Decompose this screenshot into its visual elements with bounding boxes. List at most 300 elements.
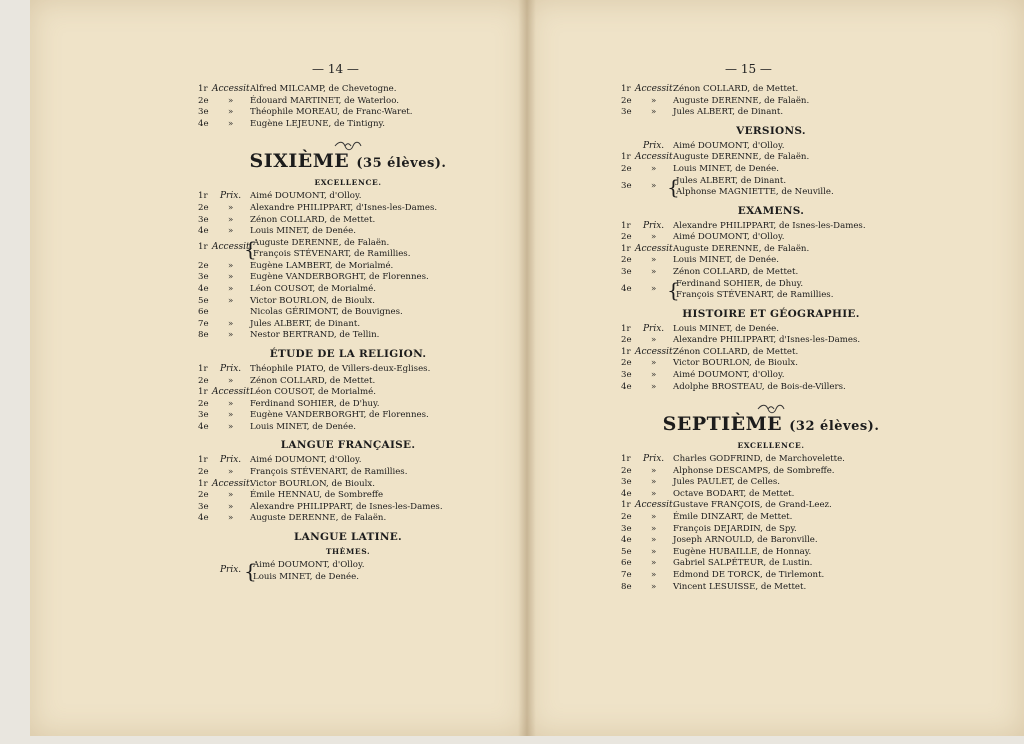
student-place: , de Florennes. xyxy=(363,272,429,283)
class-title: SIXIÈME xyxy=(249,150,350,173)
list-item xyxy=(198,107,498,119)
rank: 4e xyxy=(198,421,209,432)
student-place: , de Mettet. xyxy=(747,266,799,277)
rank: 7e xyxy=(621,570,632,581)
list-item xyxy=(621,558,921,570)
page-number: — 14 — xyxy=(312,62,359,76)
student-place: , d'Olloy. xyxy=(746,232,785,243)
student-name: Joseph ARNOULD xyxy=(673,535,752,546)
accessit-list xyxy=(621,84,921,119)
section-heading: HISTOIRE ET GÉOGRAPHIE. xyxy=(682,307,860,320)
rank: 4e xyxy=(198,118,209,129)
list-item xyxy=(621,570,921,582)
list-item xyxy=(198,399,498,411)
list-item xyxy=(621,141,921,153)
student-name: Aimé DOUMONT xyxy=(673,369,747,380)
list-item xyxy=(621,500,921,512)
student-name: Eugène HUBAILLE xyxy=(673,546,758,557)
student-name: Jules PAULET xyxy=(673,477,732,488)
student-place: , de Ramillies. xyxy=(348,249,411,260)
rank: 3e xyxy=(621,369,632,380)
student-place: , d'Olloy. xyxy=(326,560,365,571)
rank: 1r xyxy=(621,220,631,231)
rank: 3e xyxy=(198,107,209,118)
list-item xyxy=(198,96,498,108)
prize-label: Accessit. xyxy=(212,84,253,94)
prize-label: » xyxy=(228,410,234,421)
prize-label: » xyxy=(651,358,657,369)
prize-label: » xyxy=(228,202,234,213)
student-place: , de Neuville. xyxy=(775,187,834,198)
student-place: , de Falaën. xyxy=(338,237,390,248)
rank: 2e xyxy=(621,512,632,523)
student-name: Jules ALBERT xyxy=(673,107,733,118)
prize-label: » xyxy=(651,570,657,581)
student-place: , de Celles. xyxy=(731,477,781,488)
rank: 4e xyxy=(198,283,209,294)
right-page xyxy=(527,0,1024,736)
student-place: , de Bioulx. xyxy=(749,358,798,369)
student-name: Édouard MARTINET xyxy=(250,95,339,106)
prize-label: » xyxy=(651,477,657,488)
student-place: , de Morialmé. xyxy=(329,260,394,271)
student-name: Auguste DERENNE xyxy=(250,513,336,524)
student-name: Louis MINET xyxy=(250,226,307,237)
rank: 3e xyxy=(621,477,632,488)
student-place: , de Dhuy. xyxy=(759,278,804,289)
student-place: , de Bioulx. xyxy=(326,478,375,489)
student-place: , de Denée. xyxy=(309,571,359,582)
student-place: , de Honnay. xyxy=(757,546,812,557)
student-name: Auguste DERENNE xyxy=(673,243,759,254)
prize-label: » xyxy=(228,375,234,386)
student-place: , de Denée. xyxy=(729,163,779,174)
student-place: , de Florennes. xyxy=(363,410,429,421)
student-name: Octave BODART xyxy=(673,488,744,499)
brace-icon: { xyxy=(667,277,680,302)
student-place: , de Tintigny. xyxy=(328,118,385,129)
student-name: Théophile MOREAU xyxy=(250,107,338,118)
list-item xyxy=(198,284,498,296)
student-name: Nestor BERTRAND xyxy=(250,330,334,341)
rank: 2e xyxy=(198,490,209,501)
student-name: Théophile PIATO xyxy=(250,363,324,374)
rank: 3e xyxy=(198,501,209,512)
student-place: , de Denée. xyxy=(306,226,356,237)
prize-label: Prix. xyxy=(220,455,242,466)
prize-label: Accessit. xyxy=(212,241,253,252)
rank: 2e xyxy=(621,358,632,369)
class-count: (32 élèves). xyxy=(789,419,880,435)
student-place: , de Marchovelette. xyxy=(760,454,845,465)
prize-label: » xyxy=(228,467,234,478)
rank: 1r xyxy=(621,500,631,511)
list-item xyxy=(198,261,498,273)
rank: 2e xyxy=(198,375,209,386)
list-item xyxy=(621,221,921,233)
student-name: Victor BOURLON xyxy=(250,295,327,306)
student-name: Jules ALBERT xyxy=(676,175,736,186)
rank: 1r xyxy=(621,323,631,334)
rank: 4e xyxy=(621,381,632,392)
rank: 3e xyxy=(198,272,209,283)
prize-label: Prix. xyxy=(643,323,665,334)
student-place: , de Spy. xyxy=(760,523,797,534)
student-name: Zénon COLLARD xyxy=(673,84,748,94)
rank: 1r xyxy=(198,84,208,94)
rank: 6e xyxy=(198,307,209,318)
student-name: Zénon COLLARD xyxy=(673,266,748,277)
prize-label: » xyxy=(651,107,657,118)
brace-icon: { xyxy=(667,174,680,199)
rank: 2e xyxy=(621,232,632,243)
student-place: , de D'huy. xyxy=(333,398,380,409)
rank: 1r xyxy=(198,478,208,489)
list-item xyxy=(198,307,498,319)
list-item xyxy=(198,376,498,388)
student-place: , d'Olloy. xyxy=(323,191,362,202)
list-item xyxy=(621,152,921,164)
prize-label: Accessit. xyxy=(635,500,676,511)
student-place: , de Grand-Leez. xyxy=(759,500,832,511)
rank: 4e xyxy=(198,513,209,524)
rank: 1r xyxy=(198,387,208,398)
excellence-list xyxy=(621,454,921,593)
student-place: , de Dinant. xyxy=(309,318,361,329)
student-name: Charles GODFRIND xyxy=(673,454,761,465)
student-place: , de Falaën. xyxy=(758,243,810,254)
prize-label: » xyxy=(228,501,234,512)
tied-entry xyxy=(621,279,921,302)
student-place: , de Mettet. xyxy=(324,214,376,225)
rank: 4e xyxy=(621,283,632,294)
rank: 4e xyxy=(198,226,209,237)
right-column xyxy=(621,84,921,593)
section-heading: VERSIONS. xyxy=(736,124,806,137)
prize-label: » xyxy=(651,546,657,557)
prize-label: » xyxy=(651,95,657,106)
rank: 2e xyxy=(198,467,209,478)
student-place: , d'Isnes-les-Dames. xyxy=(773,335,861,346)
student-name: Nicolas GÉRIMONT xyxy=(250,307,337,318)
student-place: , de Falaën. xyxy=(758,95,810,106)
prize-label: » xyxy=(228,95,234,106)
student-name: Auguste DERENNE xyxy=(253,237,339,248)
list-item xyxy=(621,232,921,244)
student-name: Eugène LAMBERT xyxy=(250,260,330,271)
student-name: Adolphe BROSTEAU xyxy=(673,381,762,392)
prize-label: » xyxy=(651,558,657,569)
francaise-list xyxy=(198,455,498,525)
rank: 3e xyxy=(621,266,632,277)
versions-list xyxy=(621,141,921,176)
prize-label: » xyxy=(651,512,657,523)
student-place: , de Denée. xyxy=(729,323,779,334)
list-item xyxy=(198,410,498,422)
student-name: Ferdinand SOHIER xyxy=(250,398,334,409)
prize-label: » xyxy=(228,490,234,501)
prize-label: » xyxy=(651,255,657,266)
student-place: , de Dinant. xyxy=(735,175,787,186)
student-place: , de Mettet. xyxy=(743,488,795,499)
student-place: , de Falaën. xyxy=(758,152,810,163)
list-item xyxy=(198,226,498,238)
prize-label: Accessit. xyxy=(635,152,676,163)
student-place: , de Denée. xyxy=(729,255,779,266)
rank: 7e xyxy=(198,318,209,329)
list-item xyxy=(198,502,498,514)
rank: 1r xyxy=(621,152,631,163)
list-item xyxy=(621,267,921,279)
class-title: SEPTIÈME xyxy=(662,413,783,436)
prize-label: » xyxy=(228,318,234,329)
prize-label: » xyxy=(651,581,657,592)
list-item xyxy=(621,335,921,347)
student-name: Alexandre PHILIPPART xyxy=(673,220,774,231)
prize-label: » xyxy=(651,180,657,191)
tied-entry xyxy=(621,176,921,199)
student-name: Auguste DERENNE xyxy=(673,95,759,106)
student-name: Ferdinand SOHIER xyxy=(676,278,760,289)
prize-label: Prix. xyxy=(643,220,665,231)
student-place: , de Chevetogne. xyxy=(323,84,397,94)
student-place: , de Tellin. xyxy=(333,330,380,341)
prize-label: Accessit. xyxy=(635,84,676,94)
student-name: Jules ALBERT xyxy=(250,318,310,329)
list-item xyxy=(198,490,498,502)
student-name: Eugène VANDERBORGHT xyxy=(250,272,364,283)
student-place: , d'Olloy. xyxy=(746,140,785,151)
list-item xyxy=(621,347,921,359)
student-name: Aimé DOUMONT xyxy=(253,560,327,571)
accessit-list xyxy=(198,84,498,130)
rank: 2e xyxy=(621,95,632,106)
student-place: , de Baronville. xyxy=(751,535,818,546)
excellence-list-b xyxy=(198,261,498,342)
prize-label: » xyxy=(651,232,657,243)
list-item xyxy=(198,467,498,479)
prize-label: » xyxy=(651,488,657,499)
prize-label: » xyxy=(651,381,657,392)
list-item xyxy=(198,319,498,331)
rank: 3e xyxy=(198,410,209,421)
student-place: , de Falaën. xyxy=(335,513,387,524)
list-item xyxy=(198,272,498,284)
prize-label: » xyxy=(228,421,234,432)
list-item xyxy=(198,215,498,227)
list-item xyxy=(621,535,921,547)
list-item xyxy=(621,466,921,478)
student-place: , de Lustin. xyxy=(763,558,813,569)
list-item xyxy=(198,422,498,434)
student-name: Louis MINET xyxy=(673,255,730,266)
histoire-list xyxy=(621,324,921,394)
list-item xyxy=(621,164,921,176)
student-name: Victor BOURLON xyxy=(250,478,327,489)
prize-label: » xyxy=(228,398,234,409)
list-item xyxy=(198,479,498,491)
student-name: Gabriel SALPÉTEUR xyxy=(673,558,764,569)
brace-icon: { xyxy=(244,236,257,261)
list-item xyxy=(621,255,921,267)
prize-label: » xyxy=(651,163,657,174)
subsection-heading: THÈMES. xyxy=(325,547,371,557)
prize-label: » xyxy=(228,272,234,283)
page-number: — 15 — xyxy=(725,62,772,76)
prize-label: Accessit. xyxy=(212,387,253,398)
prize-label: » xyxy=(228,513,234,524)
student-name: Louis MINET xyxy=(250,421,307,432)
list-item xyxy=(621,477,921,489)
student-name: Vincent LESUISSE xyxy=(673,581,756,592)
list-item xyxy=(621,358,921,370)
student-name: Louis MINET xyxy=(253,571,310,582)
prize-label: » xyxy=(228,214,234,225)
brace-icon: { xyxy=(244,559,257,584)
prize-label: » xyxy=(228,260,234,271)
student-name: Gustave FRANÇOIS xyxy=(673,500,760,511)
student-name: Aimé DOUMONT xyxy=(673,140,747,151)
student-place: , d'Isnes-les-Dames. xyxy=(350,202,438,213)
student-place: , de Dinant. xyxy=(732,107,784,118)
student-place: , de Sombreffe. xyxy=(767,465,835,476)
list-item xyxy=(621,370,921,382)
prize-label: Prix. xyxy=(220,191,242,202)
prize-label: » xyxy=(651,283,657,294)
student-place: , d'Olloy. xyxy=(323,455,362,466)
student-name: Alfred MILCAMP xyxy=(250,84,324,94)
list-item xyxy=(621,524,921,536)
student-place: , de Mettet. xyxy=(324,375,376,386)
student-place: , de Waterloo. xyxy=(338,95,399,106)
student-place: , de Mettet. xyxy=(755,581,807,592)
student-place: , de Franc-Waret. xyxy=(337,107,413,118)
rank: 1r xyxy=(198,363,208,374)
list-item xyxy=(621,489,921,501)
student-place: , de Morialmé. xyxy=(312,283,376,294)
list-item xyxy=(198,513,498,525)
ornament-divider xyxy=(198,136,498,146)
list-item xyxy=(621,96,921,108)
student-name: Louis MINET xyxy=(673,163,730,174)
prize-label: » xyxy=(651,369,657,380)
rank: 2e xyxy=(621,465,632,476)
rank: 4e xyxy=(621,488,632,499)
student-place: , de Isnes-les-Dames. xyxy=(350,501,443,512)
section-heading: LANGUE LATINE. xyxy=(293,531,403,544)
student-name: François DEJARDIN xyxy=(673,523,761,534)
student-name: Victor BOURLON xyxy=(673,358,750,369)
prize-label: » xyxy=(228,330,234,341)
rank: 5e xyxy=(198,295,209,306)
student-name: Eugène LEJEUNE xyxy=(250,118,329,129)
student-name: Eugène VANDERBORGHT xyxy=(250,410,364,421)
tied-entry xyxy=(198,238,498,261)
student-name: Zénon COLLARD xyxy=(250,375,325,386)
rank: 1r xyxy=(621,84,631,94)
student-name: Aimé DOUMONT xyxy=(673,232,747,243)
rank: 2e xyxy=(198,398,209,409)
student-place: , de Sombreffe xyxy=(319,490,384,501)
section-heading: ÉTUDE DE LA RELIGION. xyxy=(269,347,427,360)
list-item xyxy=(621,84,921,96)
prize-label: » xyxy=(228,118,234,129)
student-place: , de Bouvignes. xyxy=(336,307,403,318)
student-name: François STÉVENART xyxy=(676,290,772,301)
student-place: , de Ramillies. xyxy=(345,467,408,478)
student-name: Aimé DOUMONT xyxy=(250,191,324,202)
book-gutter xyxy=(518,0,536,736)
rank: 2e xyxy=(621,255,632,266)
rank: 2e xyxy=(621,163,632,174)
rank: 1r xyxy=(198,241,208,252)
prize-label: Accessit. xyxy=(635,346,676,357)
excellence-heading: EXCELLENCE. xyxy=(737,441,805,451)
list-item xyxy=(621,107,921,119)
student-place: , de Denée. xyxy=(306,421,356,432)
rank: 4e xyxy=(621,535,632,546)
prize-label: » xyxy=(651,523,657,534)
student-name: Auguste DERENNE xyxy=(673,152,759,163)
list-item xyxy=(621,244,921,256)
rank: 2e xyxy=(621,335,632,346)
rank: 8e xyxy=(198,330,209,341)
prize-label: » xyxy=(651,335,657,346)
prize-label: » xyxy=(651,465,657,476)
student-place: , de Villers-deux-Eglises. xyxy=(323,363,431,374)
rank: 1r xyxy=(621,454,631,465)
left-column xyxy=(198,84,498,583)
list-item xyxy=(621,547,921,559)
religion-list xyxy=(198,364,498,434)
section-heading: LANGUE FRANÇAISE. xyxy=(280,439,416,452)
class-heading-sixieme xyxy=(198,150,498,172)
list-item xyxy=(621,382,921,394)
rank: 8e xyxy=(621,581,632,592)
prize-label: » xyxy=(651,266,657,277)
list-item xyxy=(621,512,921,524)
student-place: , de Bois-de-Villers. xyxy=(761,381,846,392)
student-name: Alphonse DESCAMPS xyxy=(673,465,768,476)
list-item xyxy=(621,324,921,336)
prize-label: Prix. xyxy=(220,565,242,576)
section-heading: EXAMENS. xyxy=(737,204,805,217)
rank: 1r xyxy=(621,346,631,357)
prize-label: Accessit. xyxy=(212,478,253,489)
student-name: Alexandre PHILIPPART xyxy=(673,335,774,346)
student-name: Léon COUSOT xyxy=(250,283,313,294)
list-item xyxy=(198,296,498,308)
student-name: François STÉVENART xyxy=(250,467,346,478)
list-item xyxy=(198,364,498,376)
rank: 5e xyxy=(621,546,632,557)
rank: 1r xyxy=(621,243,631,254)
student-name: Zénon COLLARD xyxy=(250,214,325,225)
prize-label: Prix. xyxy=(643,454,665,465)
student-place: , de Isnes-les-Dames. xyxy=(773,220,866,231)
rank: 1r xyxy=(198,191,208,202)
rank: 6e xyxy=(621,558,632,569)
list-item xyxy=(198,387,498,399)
excellence-heading: EXCELLENCE. xyxy=(314,178,382,188)
list-item xyxy=(198,119,498,131)
student-place: , de Bioulx. xyxy=(326,295,375,306)
student-place: , d'Olloy. xyxy=(746,369,785,380)
student-name: Zénon COLLARD xyxy=(673,346,748,357)
ornament-divider xyxy=(621,399,921,409)
student-name: Alexandre PHILIPPART xyxy=(250,202,351,213)
class-heading-septieme xyxy=(621,413,921,435)
